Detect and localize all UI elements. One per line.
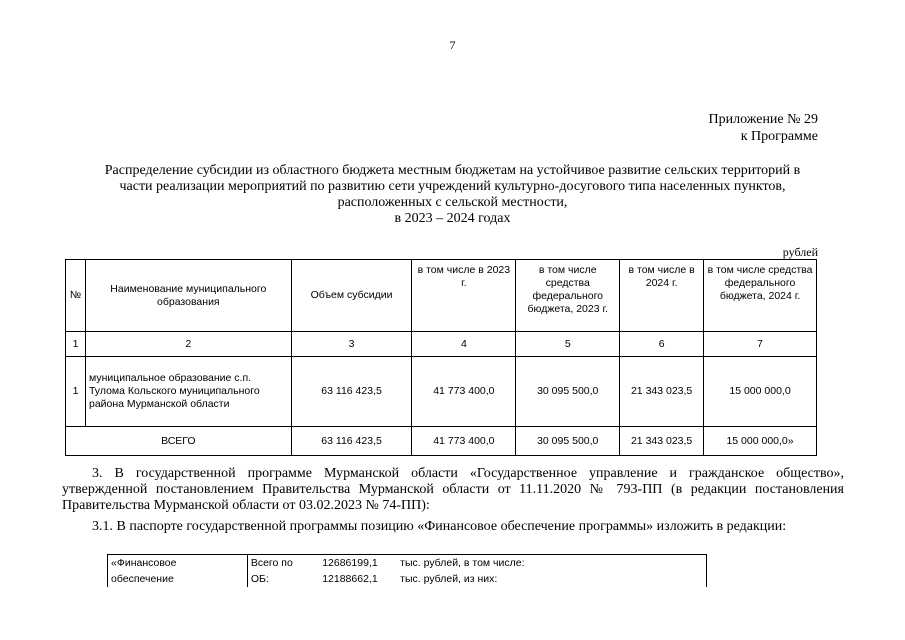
column-number-cell: 3	[291, 332, 412, 357]
column-number-cell: 7	[704, 332, 817, 357]
fin-cell: 12686199,1	[319, 555, 397, 572]
column-number-cell: 4	[412, 332, 516, 357]
currency-unit: рублей	[782, 245, 818, 259]
title-line-3: расположенных с сельской местности,	[337, 195, 568, 210]
amount-2024: 21 343 023,5	[620, 357, 704, 427]
header-cell: в том числе в 2023 г.	[412, 260, 516, 332]
table-header-row	[66, 260, 817, 332]
fin-cell: 12188662,1	[322, 573, 378, 585]
subsidy-table	[65, 259, 817, 456]
table-row	[66, 357, 817, 427]
total-2024: 21 343 023,5	[620, 427, 704, 456]
column-number-cell: 5	[516, 332, 620, 357]
column-number-cell: 2	[85, 332, 291, 357]
title-line-4: в 2023 – 2024 годах	[394, 211, 511, 226]
appendix-line-2: к Программе	[740, 129, 818, 144]
federal-2023: 30 095 500,0	[516, 357, 620, 427]
page-number: 7	[449, 38, 456, 52]
header-cell: в том числе средства федерального бюджета, 2024 г.	[704, 260, 817, 332]
fin-cell: ОБ:	[247, 571, 319, 587]
federal-2024: 15 000 000,0	[704, 357, 817, 427]
total-federal-2023: 30 095 500,0	[516, 427, 620, 456]
total-volume: 63 116 423,5	[291, 427, 412, 456]
document-title	[60, 163, 845, 227]
fin-cell: Всего по	[247, 555, 319, 572]
header-cell: Объем субсидии	[291, 260, 412, 332]
column-number-cell: 1	[66, 332, 86, 357]
paragraph-3-1: 3.1. В паспорте государственной программы позицию «Финансовое обеспечение программы» изложить в редакции:	[92, 519, 787, 534]
table-row	[108, 555, 707, 572]
header-cell: Наименование муниципального образования	[85, 260, 291, 332]
appendix-line-1: Приложение № 29	[708, 112, 818, 127]
title-line-2: части реализации мероприятий по развитию сети учреждений культурно-досугового типа населенных пунктов,	[119, 179, 786, 194]
table-row	[108, 571, 707, 587]
title-line-1: Распределение субсидии из областного бюджета местным бюджетам на устойчивое развитие сельских территорий в	[104, 163, 801, 178]
column-number-cell: 6	[620, 332, 704, 357]
header-cell: в том числе в 2024 г.	[620, 260, 704, 332]
row-number: 1	[66, 357, 86, 427]
fin-cell: «Финансовое	[108, 555, 248, 572]
header-cell: №	[66, 260, 86, 332]
amount-2023: 41 773 400,0	[412, 357, 516, 427]
municipality-name: муниципальное образование с.п. Тулома Кольского муниципального района Мурманской области	[85, 357, 291, 427]
total-federal-2024: 15 000 000,0»	[704, 427, 817, 456]
paragraph-3: 3. В государственной программе Мурманской области «Государственное управление и гражданское общество», утвержденной постановлением Правительства Мурманской области от 11.11.2020 № 793-ПП (в редакции постановления Правительства Мурманской области от 03.02.2023 № 74-ПП):	[62, 466, 844, 513]
fin-cell: обеспечение	[108, 571, 248, 587]
fin-cell: тыс. рублей, из них:	[397, 571, 706, 587]
column-number-row	[66, 332, 817, 357]
fin-cell: тыс. рублей, в том числе:	[397, 555, 706, 572]
subsidy-volume: 63 116 423,5	[291, 357, 412, 427]
total-label: ВСЕГО	[66, 427, 292, 456]
appendix-header	[709, 111, 819, 145]
header-cell: в том числе средства федерального бюджета, 2023 г.	[516, 260, 620, 332]
total-2023: 41 773 400,0	[412, 427, 516, 456]
total-row	[66, 427, 817, 456]
financing-table	[107, 554, 707, 587]
